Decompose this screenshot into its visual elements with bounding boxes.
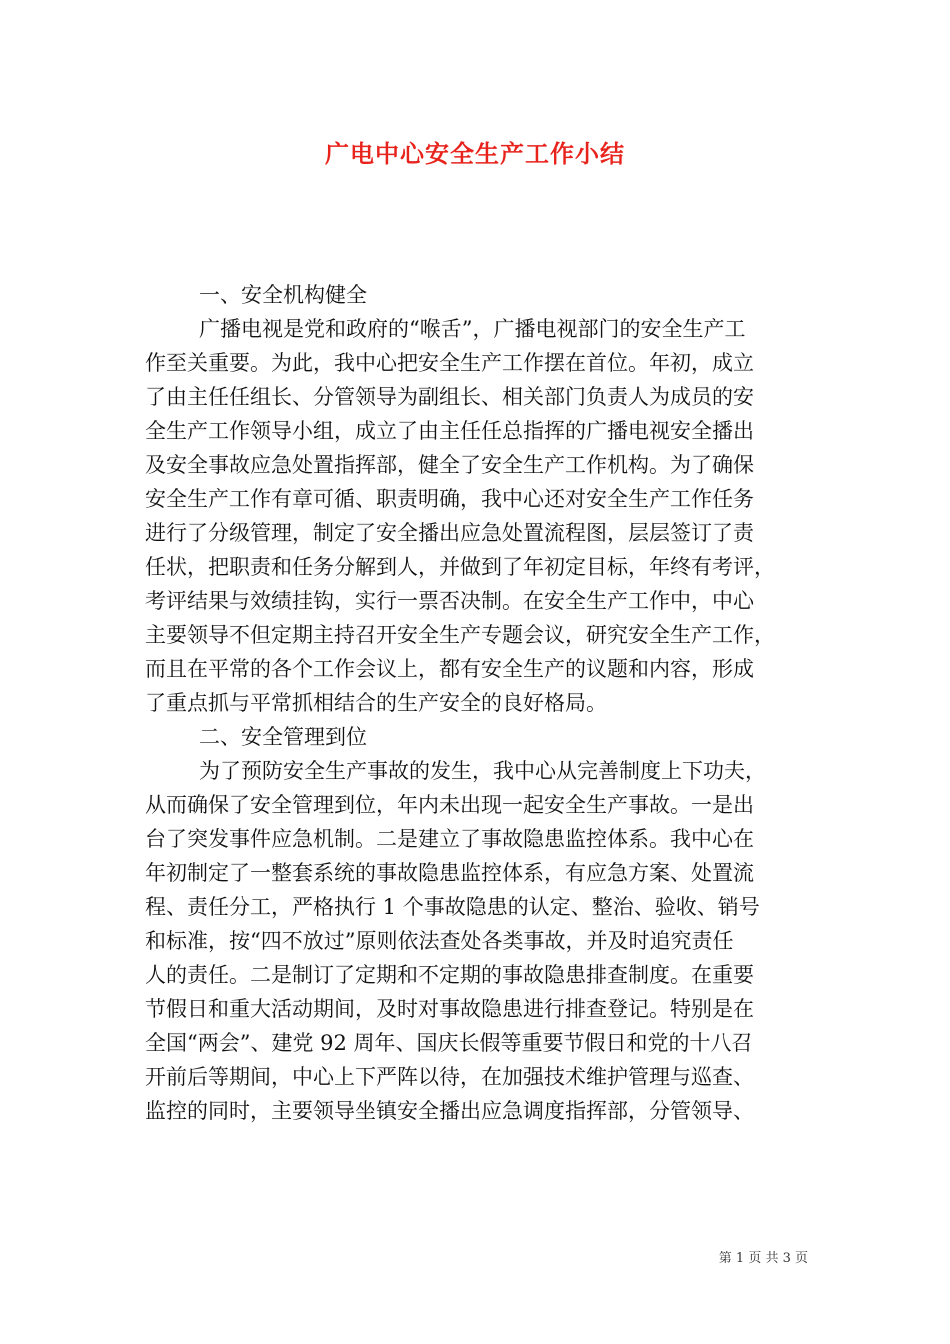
body-line: 广播电视是党和政府的“喉舌”，广播电视部门的安全生产工 <box>199 317 746 341</box>
document-body <box>145 278 815 1128</box>
document-title: 广电中心安全生产工作小结 <box>325 139 625 168</box>
body-line: 监控的同时，主要领导坐镇安全播出应急调度指挥部，分管领导、 <box>145 1099 754 1123</box>
body-line: 节假日和重大活动期间，及时对事故隐患进行排查登记。特别是在 <box>145 997 754 1021</box>
page-number-footer: 第 1 页 共 3 页 <box>718 1251 808 1266</box>
body-line: 主要领导不但定期主持召开安全生产专题会议，研究安全生产工作， <box>145 623 775 647</box>
body-line: 全国“两会”、建党 92 周年、国庆长假等重要节假日和党的十八召 <box>145 1031 753 1055</box>
body-line: 年初制定了一整套系统的事故隐患监控体系，有应急方案、处置流 <box>145 861 754 885</box>
body-line: 而且在平常的各个工作会议上，都有安全生产的议题和内容，形成 <box>145 657 754 681</box>
body-line: 从而确保了安全管理到位，年内未出现一起安全生产事故。一是出 <box>145 793 754 817</box>
body-line: 一、安全机构健全 <box>199 283 367 307</box>
body-line: 了由主任任组长、分管领导为副组长、相关部门负责人为成员的安 <box>145 385 754 409</box>
body-line: 全生产工作领导小组，成立了由主任任总指挥的广播电视安全播出 <box>145 419 754 443</box>
body-line: 二、安全管理到位 <box>199 725 367 749</box>
body-line: 任状，把职责和任务分解到人，并做到了年初定目标，年终有考评， <box>145 555 775 579</box>
body-line: 台了突发事件应急机制。二是建立了事故隐患监控体系。我中心在 <box>145 827 754 851</box>
body-line: 安全生产工作有章可循、职责明确，我中心还对安全生产工作任务 <box>145 487 754 511</box>
body-line: 了重点抓与平常抓相结合的生产安全的良好格局。 <box>145 691 607 715</box>
body-line: 人的责任。二是制订了定期和不定期的事故隐患排查制度。在重要 <box>145 963 754 987</box>
body-line: 为了预防安全生产事故的发生，我中心从完善制度上下功夫， <box>199 759 766 783</box>
body-line: 作至关重要。为此，我中心把安全生产工作摆在首位。年初，成立 <box>145 351 754 375</box>
body-line: 考评结果与效绩挂钩，实行一票否决制。在安全生产工作中，中心 <box>145 589 754 613</box>
body-line: 开前后等期间，中心上下严阵以待，在加强技术维护管理与巡查、 <box>145 1065 754 1089</box>
body-line: 和标准，按“四不放过”原则依法查处各类事故，并及时追究责任 <box>145 929 734 953</box>
body-line: 进行了分级管理，制定了安全播出应急处置流程图，层层签订了责 <box>145 521 754 545</box>
body-line: 及安全事故应急处置指挥部，健全了安全生产工作机构。为了确保 <box>145 453 754 477</box>
body-line: 程、责任分工，严格执行 1 个事故隐患的认定、整治、验收、销号 <box>145 895 760 919</box>
